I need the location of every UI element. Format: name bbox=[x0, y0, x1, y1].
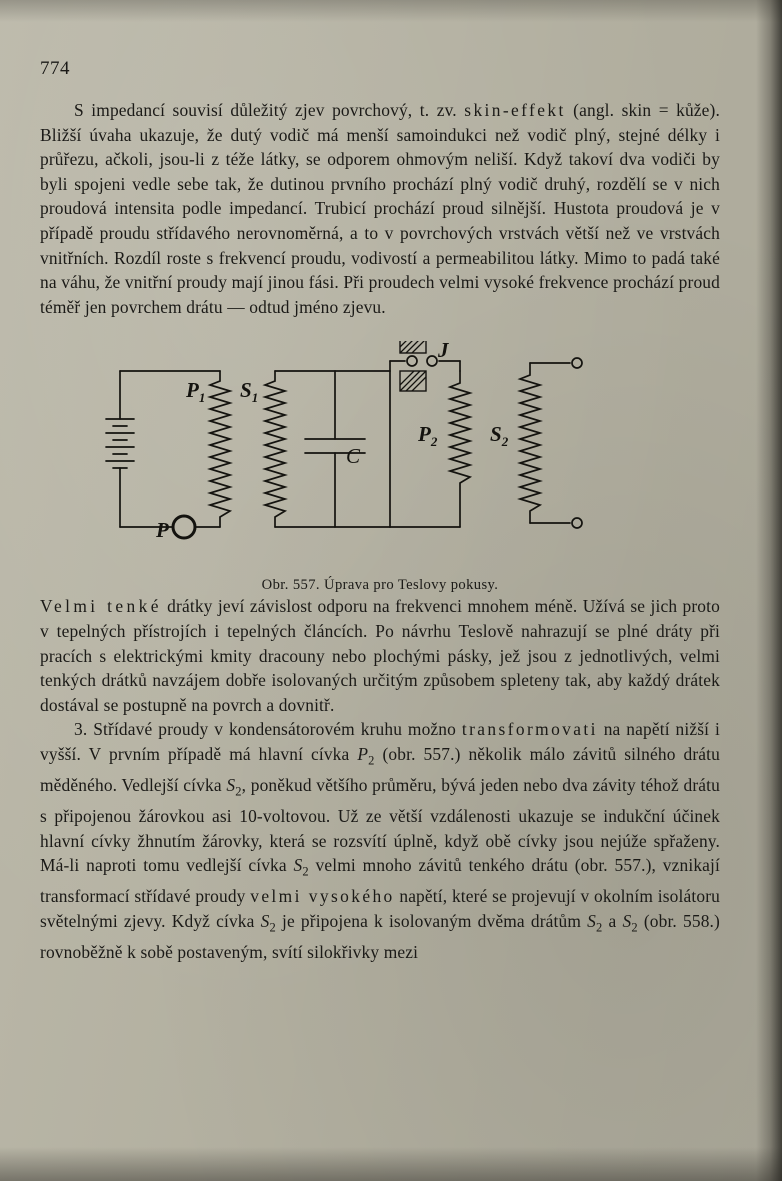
page-content bbox=[40, 58, 720, 965]
term-velmi-vysokeho: velmi vysokého bbox=[250, 886, 395, 907]
paragraph-thin-wires bbox=[40, 594, 720, 717]
label-s1: $S_1$ bbox=[240, 378, 259, 406]
paragraph-3-part-q: (obr. 558.) rovnoběžně k sobě postaveným, svítí silokřivky mezi bbox=[40, 910, 720, 962]
paragraph-3-part-g: , poněkud většího průměru, bývá jeden nebo dva závity téhož drátu s připojenou žárovkou asi 10-voltovou. Už ze větší vzdálenosti ukazuje se indukční účinek hlavní cívky žhnutím žárovky, která se rozsvítí úplně, když obě cívky jsou nejúže spřaženy. Má-li naproti tomu vedlejší cívka bbox=[40, 774, 720, 876]
symbol-s2-d: S bbox=[587, 910, 596, 931]
symbol-s2-c-sub: 2 bbox=[269, 920, 276, 935]
symbol-s2-b: S bbox=[293, 855, 303, 876]
label-p2: $P_2$ bbox=[418, 422, 438, 450]
figure-caption: Obr. 557. Úprava pro Teslovy pokusy. bbox=[261, 577, 499, 594]
label-p1: $P_1$ bbox=[186, 378, 206, 406]
page-number: 774 bbox=[40, 58, 70, 79]
term-skin-effekt: skin-effekt bbox=[464, 100, 566, 120]
symbol-s2-b-sub: 2 bbox=[302, 864, 309, 879]
label-s2: $S_2$ bbox=[490, 422, 509, 450]
paragraph-3-part-o: a bbox=[602, 910, 623, 931]
figure-557 bbox=[40, 341, 720, 594]
symbol-s2-a: S bbox=[226, 774, 236, 795]
paragraph-1-part-c: (angl. skin = kůže). Bližší úvaha ukazuje, že dutý vodič má menší samoindukci než vodič plný, stejné délky i průřezu, ačkoli, jsou-li z téže látky, se odporem ohmovým neliší. Když takoví dva vodiči by byli spojeni vedle sebe tak, že dutinou prvního prochází plný vodič druhý, rozdělí se v nich proudová intensita podle impedancí. Trubicí prochází proud silnější. Hustota proudová je v případě proudu střídavého nerovnoměrná, a to v povrchových vrstvách větší než ve vrstvách vnitřních. Rozdíl roste s frekvencí proudu, vodivostí a permeabilitou látky. Mimo to padá také na váhu, že vnitřní proudy mají jinou fási. Při proudech velmi vysoké frekvence prochází proud téměř jen povrchem drátu — odtud jméno zjevu. bbox=[40, 100, 720, 317]
term-velmi-tenke: Velmi tenké bbox=[40, 596, 162, 617]
circuit-diagram bbox=[100, 341, 660, 571]
symbol-p2-sub: 2 bbox=[368, 753, 375, 768]
page-edge-right-shadow bbox=[756, 0, 782, 1181]
paragraph-skin-effect bbox=[40, 98, 720, 319]
symbol-s2-d-sub: 2 bbox=[595, 920, 603, 935]
symbol-p2: P bbox=[357, 743, 369, 764]
paragraph-2-part-b: drátky jeví závislost odporu na frekvenci mnohem méně. Užívá se jich proto v tepelných přístrojích i tepelných článcích. Po návrhu Teslově nahrazují se plné dráty při pracích s elektrickými kmity dracouny nebo plochými pásky, jež jsou z jednotlivých, velmi tenkých drátků navzájem dobře isolovaných určitým způsobem spleteny tak, aby každý drátek dostával se postupně na povrch a dovnitř. bbox=[40, 596, 720, 715]
paragraph-transformation bbox=[40, 717, 720, 964]
term-transformovati: transformovati bbox=[461, 719, 598, 740]
symbol-s2-e-sub: 2 bbox=[631, 920, 638, 935]
page-edge-bottom-shadow bbox=[0, 1147, 782, 1181]
symbol-s2-c: S bbox=[260, 910, 270, 931]
paragraph-3-part-c: na napětí nižší i vyšší. V prvním případě má hlavní cívka bbox=[40, 719, 720, 764]
symbol-s2-a-sub: 2 bbox=[235, 784, 242, 799]
label-c: C bbox=[346, 444, 361, 469]
page-edge-top-shadow bbox=[0, 0, 782, 22]
paragraph-3-part-m: je připojena k isolovaným dvěma drátům bbox=[275, 910, 588, 931]
label-p-battery: P bbox=[156, 518, 169, 543]
paragraph-3-part-e: (obr. 557.) několik málo závitů silného drátu měděného. Vedlejší cívka bbox=[40, 743, 720, 795]
paragraph-3-part-i: velmi mnoho závitů tenkého drátu (obr. 557.), vznikají transformací střídavé proudy bbox=[40, 855, 721, 907]
symbol-s2-e: S bbox=[622, 910, 632, 931]
label-j: J bbox=[438, 341, 449, 363]
paragraph-3-part-k: napětí, které se projevují v okolním isolátoru světelnými zjevy. Když cívka bbox=[40, 886, 720, 931]
paragraph-1-part-a: S impedancí souvisí důležitý zjev povrchový, t. zv. bbox=[74, 100, 465, 120]
paragraph-3-part-a: 3. Střídavé proudy v kondensátorovém kruhu možno bbox=[74, 719, 462, 740]
